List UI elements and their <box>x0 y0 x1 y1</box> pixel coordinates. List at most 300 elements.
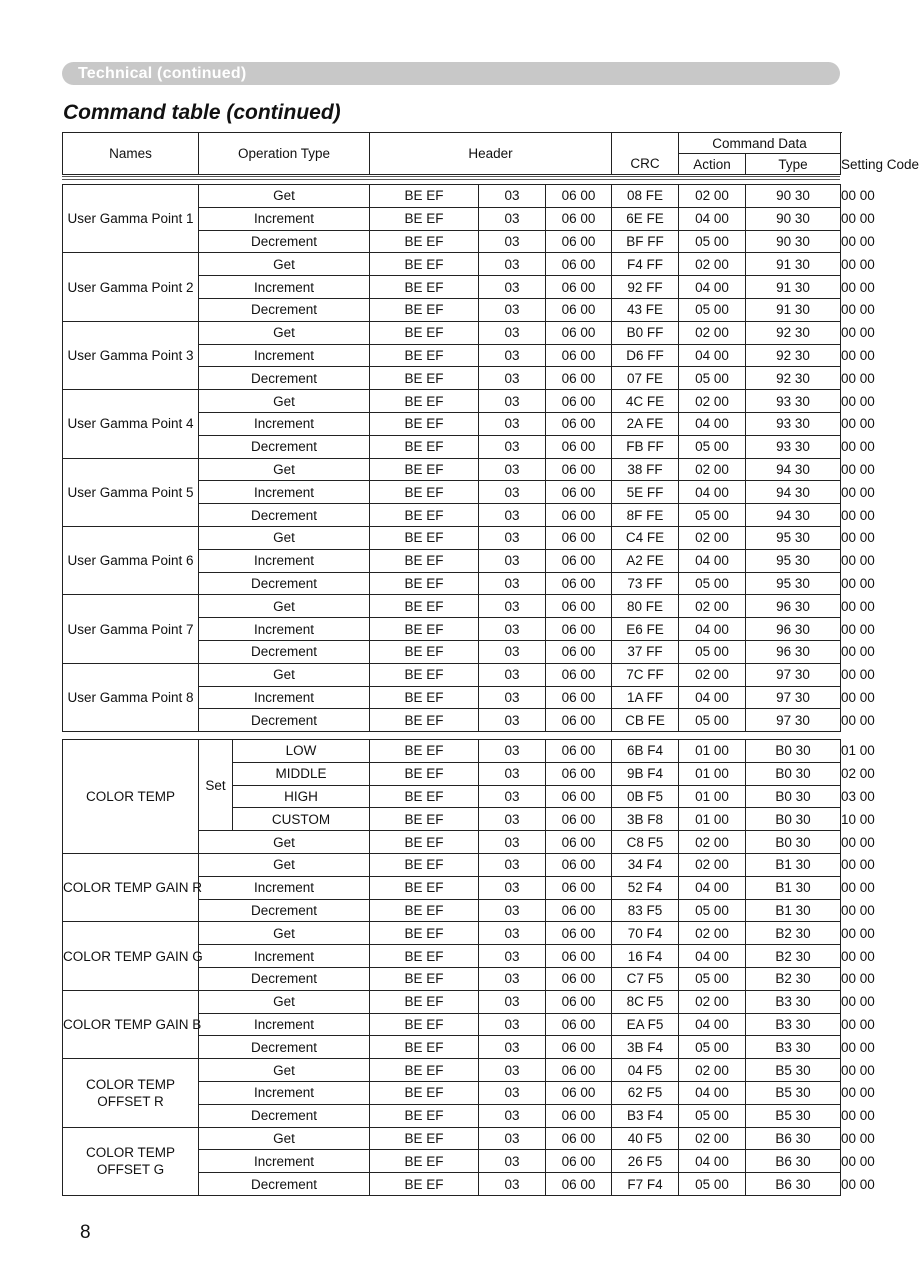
table-row: COLOR TEMP GAIN B Get BE EF 03 06 00 8C F5 02 00 B3 30 00 00 <box>63 990 841 1013</box>
table-row: User Gamma Point 1 Get BE EF 03 06 00 08 FE 02 00 90 30 00 00 <box>63 185 841 208</box>
header-be-ef-cell: BE EF <box>370 412 479 435</box>
header-06-00-cell: 06 00 <box>546 740 612 763</box>
operation-cell: Increment <box>199 412 370 435</box>
header-06-00-cell: 06 00 <box>546 899 612 922</box>
action-cell: 04 00 <box>679 481 746 504</box>
header-06-00-cell: 06 00 <box>546 1173 612 1196</box>
header-03-cell: 03 <box>479 831 546 854</box>
command-name-cell: COLOR TEMP GAIN B <box>63 990 199 1058</box>
crc-cell: 43 FE <box>612 298 679 321</box>
header-06-00-cell: 06 00 <box>546 1104 612 1127</box>
crc-cell: 3B F4 <box>612 1036 679 1059</box>
header-06-00-cell: 06 00 <box>546 504 612 527</box>
action-cell: 01 00 <box>679 740 746 763</box>
header-be-ef-cell: BE EF <box>370 230 479 253</box>
action-cell: 02 00 <box>679 458 746 481</box>
table-row: Decrement BE EF 03 06 00 BF FF 05 00 90 30 00 00 <box>63 230 841 253</box>
operation-cell: Get <box>199 458 370 481</box>
table-row: Decrement BE EF 03 06 00 FB FF 05 00 93 30 00 00 <box>63 435 841 458</box>
header-03-cell: 03 <box>479 253 546 276</box>
crc-cell: 7C FF <box>612 663 679 686</box>
action-cell: 02 00 <box>679 526 746 549</box>
header-be-ef-cell: BE EF <box>370 207 479 230</box>
header-06-00-cell: 06 00 <box>546 1127 612 1150</box>
action-cell: 05 00 <box>679 367 746 390</box>
type-cell: 90 30 <box>746 230 841 253</box>
header-be-ef-cell: BE EF <box>370 618 479 641</box>
action-cell: 02 00 <box>679 922 746 945</box>
operation-cell: Get <box>199 253 370 276</box>
crc-cell: 1A FF <box>612 686 679 709</box>
operation-cell: Get <box>199 922 370 945</box>
type-cell: 96 30 <box>746 595 841 618</box>
header-be-ef-cell: BE EF <box>370 298 479 321</box>
header-be-ef-cell: BE EF <box>370 185 479 208</box>
action-cell: 04 00 <box>679 1081 746 1104</box>
header-03-cell: 03 <box>479 367 546 390</box>
header-06-00-cell: 06 00 <box>546 831 612 854</box>
header-06-00-cell: 06 00 <box>546 785 612 808</box>
crc-cell: 2A FE <box>612 412 679 435</box>
type-cell: B2 30 <box>746 945 841 968</box>
operation-cell: Decrement <box>199 967 370 990</box>
header-06-00-cell: 06 00 <box>546 686 612 709</box>
header-03-cell: 03 <box>479 230 546 253</box>
type-cell: 94 30 <box>746 504 841 527</box>
table-row: CUSTOM BE EF 03 06 00 3B F8 01 00 B0 30 10 00 <box>63 808 841 831</box>
header-03-cell: 03 <box>479 435 546 458</box>
table-row: COLOR TEMP GAIN R Get BE EF 03 06 00 34 F4 02 00 B1 30 00 00 <box>63 853 841 876</box>
command-name-cell: COLOR TEMP GAIN G <box>63 922 199 990</box>
operation-cell: Increment <box>199 876 370 899</box>
header-be-ef-cell: BE EF <box>370 1013 479 1036</box>
action-cell: 02 00 <box>679 663 746 686</box>
header-03-cell: 03 <box>479 185 546 208</box>
operation-cell: Increment <box>199 1081 370 1104</box>
table-row: User Gamma Point 3 Get BE EF 03 06 00 B0 FF 02 00 92 30 00 00 <box>63 321 841 344</box>
type-cell: 93 30 <box>746 435 841 458</box>
header-03-cell: 03 <box>479 298 546 321</box>
crc-cell: 38 FF <box>612 458 679 481</box>
crc-cell: CB FE <box>612 709 679 732</box>
action-cell: 05 00 <box>679 1173 746 1196</box>
table-row: Get BE EF 03 06 00 C8 F5 02 00 B0 30 00 00 <box>63 831 841 854</box>
crc-cell: 16 F4 <box>612 945 679 968</box>
header-03-cell: 03 <box>479 990 546 1013</box>
operation-cell: MIDDLE <box>233 762 370 785</box>
command-name-cell: COLOR TEMP OFFSET R <box>63 1059 199 1127</box>
action-cell: 05 00 <box>679 298 746 321</box>
table-row: HIGH BE EF 03 06 00 0B F5 01 00 B0 30 03 00 <box>63 785 841 808</box>
table-row: Decrement BE EF 03 06 00 CB FE 05 00 97 30 00 00 <box>63 709 841 732</box>
type-cell: 92 30 <box>746 344 841 367</box>
action-cell: 05 00 <box>679 967 746 990</box>
header-06-00-cell: 06 00 <box>546 572 612 595</box>
col-header-action: Action <box>679 154 746 175</box>
crc-cell: 9B F4 <box>612 762 679 785</box>
header-03-cell: 03 <box>479 762 546 785</box>
crc-cell: C8 F5 <box>612 831 679 854</box>
action-cell: 02 00 <box>679 185 746 208</box>
operation-cell: Decrement <box>199 367 370 390</box>
action-cell: 05 00 <box>679 709 746 732</box>
table-row: User Gamma Point 2 Get BE EF 03 06 00 F4 FF 02 00 91 30 00 00 <box>63 253 841 276</box>
type-cell: B3 30 <box>746 1013 841 1036</box>
header-be-ef-cell: BE EF <box>370 1150 479 1173</box>
header-03-cell: 03 <box>479 549 546 572</box>
type-cell: 94 30 <box>746 481 841 504</box>
table-row: Increment BE EF 03 06 00 52 F4 04 00 B1 30 00 00 <box>63 876 841 899</box>
crc-cell: B3 F4 <box>612 1104 679 1127</box>
header-be-ef-cell: BE EF <box>370 853 479 876</box>
header-06-00-cell: 06 00 <box>546 458 612 481</box>
crc-cell: B0 FF <box>612 321 679 344</box>
type-cell: 91 30 <box>746 253 841 276</box>
header-03-cell: 03 <box>479 618 546 641</box>
crc-cell: 04 F5 <box>612 1059 679 1082</box>
type-cell: 91 30 <box>746 276 841 299</box>
type-cell: B0 30 <box>746 831 841 854</box>
crc-cell: 80 FE <box>612 595 679 618</box>
header-06-00-cell: 06 00 <box>546 344 612 367</box>
operation-cell: Get <box>199 853 370 876</box>
crc-cell: F4 FF <box>612 253 679 276</box>
table-row: Increment BE EF 03 06 00 26 F5 04 00 B6 30 00 00 <box>63 1150 841 1173</box>
header-be-ef-cell: BE EF <box>370 572 479 595</box>
header-be-ef-cell: BE EF <box>370 504 479 527</box>
operation-cell: Get <box>199 595 370 618</box>
command-name-cell: COLOR TEMP OFFSET G <box>63 1127 199 1195</box>
operation-cell: Decrement <box>199 640 370 663</box>
table-row: Increment BE EF 03 06 00 62 F5 04 00 B5 30 00 00 <box>63 1081 841 1104</box>
header-06-00-cell: 06 00 <box>546 853 612 876</box>
action-cell: 01 00 <box>679 785 746 808</box>
operation-cell: Increment <box>199 481 370 504</box>
header-03-cell: 03 <box>479 526 546 549</box>
header-03-cell: 03 <box>479 853 546 876</box>
header-06-00-cell: 06 00 <box>546 922 612 945</box>
table-row: Decrement BE EF 03 06 00 3B F4 05 00 B3 30 00 00 <box>63 1036 841 1059</box>
header-03-cell: 03 <box>479 785 546 808</box>
operation-cell: Decrement <box>199 298 370 321</box>
operation-cell: Get <box>199 526 370 549</box>
table-row: Increment BE EF 03 06 00 D6 FF 04 00 92 30 00 00 <box>63 344 841 367</box>
type-cell: B3 30 <box>746 1036 841 1059</box>
action-cell: 02 00 <box>679 990 746 1013</box>
action-cell: 02 00 <box>679 1059 746 1082</box>
table-row: User Gamma Point 6 Get BE EF 03 06 00 C4 FE 02 00 95 30 00 00 <box>63 526 841 549</box>
header-03-cell: 03 <box>479 945 546 968</box>
crc-cell: 83 F5 <box>612 899 679 922</box>
color-temp-table <box>62 739 875 1196</box>
header-06-00-cell: 06 00 <box>546 1013 612 1036</box>
header-06-00-cell: 06 00 <box>546 298 612 321</box>
operation-cell: LOW <box>233 740 370 763</box>
operation-cell: Get <box>199 390 370 413</box>
table-row: Increment BE EF 03 06 00 2A FE 04 00 93 30 00 00 <box>63 412 841 435</box>
table-row: Decrement BE EF 03 06 00 B3 F4 05 00 B5 30 00 00 <box>63 1104 841 1127</box>
header-divider-line <box>62 179 840 180</box>
type-cell: 90 30 <box>746 207 841 230</box>
action-cell: 02 00 <box>679 595 746 618</box>
table-row: Increment BE EF 03 06 00 6E FE 04 00 90 30 00 00 <box>63 207 841 230</box>
header-06-00-cell: 06 00 <box>546 276 612 299</box>
header-06-00-cell: 06 00 <box>546 595 612 618</box>
col-header-type: Type <box>746 154 841 175</box>
type-cell: B5 30 <box>746 1059 841 1082</box>
type-cell: B0 30 <box>746 785 841 808</box>
table-row: Increment BE EF 03 06 00 5E FF 04 00 94 30 00 00 <box>63 481 841 504</box>
operation-cell: Decrement <box>199 572 370 595</box>
crc-cell: 62 F5 <box>612 1081 679 1104</box>
operation-cell: Decrement <box>199 230 370 253</box>
crc-cell: 52 F4 <box>612 876 679 899</box>
action-cell: 05 00 <box>679 899 746 922</box>
table-row: User Gamma Point 8 Get BE EF 03 06 00 7C FF 02 00 97 30 00 00 <box>63 663 841 686</box>
type-cell: 97 30 <box>746 663 841 686</box>
type-cell: 94 30 <box>746 458 841 481</box>
table-row: Decrement BE EF 03 06 00 83 F5 05 00 B1 30 00 00 <box>63 899 841 922</box>
header-06-00-cell: 06 00 <box>546 663 612 686</box>
crc-cell: 0B F5 <box>612 785 679 808</box>
header-03-cell: 03 <box>479 458 546 481</box>
command-name-cell: User Gamma Point 8 <box>63 663 199 731</box>
type-cell: 90 30 <box>746 185 841 208</box>
action-cell: 04 00 <box>679 1150 746 1173</box>
crc-cell: 34 F4 <box>612 853 679 876</box>
header-be-ef-cell: BE EF <box>370 762 479 785</box>
header-be-ef-cell: BE EF <box>370 686 479 709</box>
type-cell: B0 30 <box>746 762 841 785</box>
header-03-cell: 03 <box>479 1013 546 1036</box>
action-cell: 02 00 <box>679 853 746 876</box>
type-cell: B6 30 <box>746 1173 841 1196</box>
header-06-00-cell: 06 00 <box>546 1150 612 1173</box>
table-row: Decrement BE EF 03 06 00 C7 F5 05 00 B2 30 00 00 <box>63 967 841 990</box>
header-06-00-cell: 06 00 <box>546 1081 612 1104</box>
action-cell: 04 00 <box>679 344 746 367</box>
action-cell: 01 00 <box>679 808 746 831</box>
type-cell: 93 30 <box>746 390 841 413</box>
col-header-header-spacer <box>612 133 679 154</box>
col-header-crc: CRC <box>612 154 679 175</box>
header-divider-line <box>62 176 840 177</box>
action-cell: 04 00 <box>679 876 746 899</box>
header-06-00-cell: 06 00 <box>546 390 612 413</box>
header-03-cell: 03 <box>479 967 546 990</box>
crc-cell: E6 FE <box>612 618 679 641</box>
header-03-cell: 03 <box>479 276 546 299</box>
header-06-00-cell: 06 00 <box>546 709 612 732</box>
operation-cell: HIGH <box>233 785 370 808</box>
table-row: Decrement BE EF 03 06 00 8F FE 05 00 94 30 00 00 <box>63 504 841 527</box>
crc-cell: 5E FF <box>612 481 679 504</box>
header-be-ef-cell: BE EF <box>370 1127 479 1150</box>
command-name-cell: COLOR TEMP <box>63 740 199 854</box>
table-row: Decrement BE EF 03 06 00 73 FF 05 00 95 30 00 00 <box>63 572 841 595</box>
table-row: Increment BE EF 03 06 00 E6 FE 04 00 96 30 00 00 <box>63 618 841 641</box>
operation-cell: Get <box>199 1127 370 1150</box>
command-name-cell: User Gamma Point 1 <box>63 185 199 253</box>
type-cell: B2 30 <box>746 922 841 945</box>
header-03-cell: 03 <box>479 709 546 732</box>
action-cell: 04 00 <box>679 412 746 435</box>
operation-cell: Increment <box>199 344 370 367</box>
page-title: Command table (continued) <box>63 101 341 124</box>
header-03-cell: 03 <box>479 504 546 527</box>
header-06-00-cell: 06 00 <box>546 367 612 390</box>
crc-cell: EA F5 <box>612 1013 679 1036</box>
table-row: User Gamma Point 4 Get BE EF 03 06 00 4C FE 02 00 93 30 00 00 <box>63 390 841 413</box>
type-cell: B2 30 <box>746 967 841 990</box>
type-cell: B0 30 <box>746 740 841 763</box>
operation-cell: Increment <box>199 1150 370 1173</box>
crc-cell: 08 FE <box>612 185 679 208</box>
type-cell: 95 30 <box>746 572 841 595</box>
header-03-cell: 03 <box>479 740 546 763</box>
header-03-cell: 03 <box>479 663 546 686</box>
header-06-00-cell: 06 00 <box>546 1036 612 1059</box>
header-06-00-cell: 06 00 <box>546 412 612 435</box>
header-be-ef-cell: BE EF <box>370 481 479 504</box>
crc-cell: 4C FE <box>612 390 679 413</box>
page-number: 8 <box>80 1222 91 1243</box>
action-cell: 05 00 <box>679 435 746 458</box>
header-06-00-cell: 06 00 <box>546 185 612 208</box>
action-cell: 02 00 <box>679 253 746 276</box>
header-06-00-cell: 06 00 <box>546 808 612 831</box>
table-row: COLOR TEMP OFFSET R Get BE EF 03 06 00 04 F5 02 00 B5 30 00 00 <box>63 1059 841 1082</box>
header-03-cell: 03 <box>479 1059 546 1082</box>
command-name-cell: User Gamma Point 5 <box>63 458 199 526</box>
type-cell: 96 30 <box>746 618 841 641</box>
type-cell: B5 30 <box>746 1104 841 1127</box>
command-name-cell: User Gamma Point 6 <box>63 526 199 594</box>
header-03-cell: 03 <box>479 595 546 618</box>
operation-cell: Decrement <box>199 709 370 732</box>
header-be-ef-cell: BE EF <box>370 640 479 663</box>
header-03-cell: 03 <box>479 686 546 709</box>
type-cell: B3 30 <box>746 990 841 1013</box>
action-cell: 02 00 <box>679 390 746 413</box>
crc-cell: 70 F4 <box>612 922 679 945</box>
header-06-00-cell: 06 00 <box>546 481 612 504</box>
header-be-ef-cell: BE EF <box>370 321 479 344</box>
header-03-cell: 03 <box>479 899 546 922</box>
table-row: Increment BE EF 03 06 00 16 F4 04 00 B2 30 00 00 <box>63 945 841 968</box>
command-name-cell: User Gamma Point 4 <box>63 390 199 458</box>
operation-cell: Increment <box>199 686 370 709</box>
operation-cell: CUSTOM <box>233 808 370 831</box>
header-03-cell: 03 <box>479 481 546 504</box>
crc-cell: 37 FF <box>612 640 679 663</box>
header-be-ef-cell: BE EF <box>370 1173 479 1196</box>
section-header-text: Technical (continued) <box>78 65 247 82</box>
header-be-ef-cell: BE EF <box>370 1081 479 1104</box>
crc-cell: C4 FE <box>612 526 679 549</box>
section-header-bar <box>62 62 840 85</box>
type-cell: B6 30 <box>746 1150 841 1173</box>
type-cell: B1 30 <box>746 876 841 899</box>
header-be-ef-cell: BE EF <box>370 549 479 572</box>
header-be-ef-cell: BE EF <box>370 276 479 299</box>
crc-cell: 73 FF <box>612 572 679 595</box>
crc-cell: 26 F5 <box>612 1150 679 1173</box>
header-03-cell: 03 <box>479 344 546 367</box>
action-cell: 05 00 <box>679 230 746 253</box>
type-cell: 95 30 <box>746 549 841 572</box>
header-be-ef-cell: BE EF <box>370 1104 479 1127</box>
command-name-cell: COLOR TEMP GAIN R <box>63 853 199 921</box>
command-name-cell: User Gamma Point 3 <box>63 321 199 389</box>
header-06-00-cell: 06 00 <box>546 876 612 899</box>
action-cell: 04 00 <box>679 686 746 709</box>
header-be-ef-cell: BE EF <box>370 899 479 922</box>
header-06-00-cell: 06 00 <box>546 762 612 785</box>
crc-cell: 3B F8 <box>612 808 679 831</box>
header-06-00-cell: 06 00 <box>546 230 612 253</box>
header-06-00-cell: 06 00 <box>546 549 612 572</box>
action-cell: 04 00 <box>679 207 746 230</box>
header-06-00-cell: 06 00 <box>546 967 612 990</box>
crc-cell: 40 F5 <box>612 1127 679 1150</box>
header-06-00-cell: 06 00 <box>546 640 612 663</box>
operation-cell: Decrement <box>199 435 370 458</box>
operation-cell: Increment <box>199 207 370 230</box>
type-cell: B6 30 <box>746 1127 841 1150</box>
operation-cell: Decrement <box>199 1173 370 1196</box>
crc-cell: F7 F4 <box>612 1173 679 1196</box>
header-be-ef-cell: BE EF <box>370 526 479 549</box>
header-be-ef-cell: BE EF <box>370 458 479 481</box>
header-03-cell: 03 <box>479 1150 546 1173</box>
operation-cell: Decrement <box>199 1036 370 1059</box>
action-cell: 04 00 <box>679 549 746 572</box>
header-06-00-cell: 06 00 <box>546 618 612 641</box>
type-cell: 91 30 <box>746 298 841 321</box>
crc-cell: D6 FF <box>612 344 679 367</box>
type-cell: 95 30 <box>746 526 841 549</box>
action-cell: 05 00 <box>679 1104 746 1127</box>
header-06-00-cell: 06 00 <box>546 253 612 276</box>
header-03-cell: 03 <box>479 207 546 230</box>
col-header-command-data: Command Data <box>679 133 841 154</box>
user-gamma-table <box>62 184 875 732</box>
header-06-00-cell: 06 00 <box>546 207 612 230</box>
type-cell: B1 30 <box>746 853 841 876</box>
action-cell: 02 00 <box>679 321 746 344</box>
table-row: Increment BE EF 03 06 00 1A FF 04 00 97 30 00 00 <box>63 686 841 709</box>
header-be-ef-cell: BE EF <box>370 831 479 854</box>
command-name-cell: User Gamma Point 7 <box>63 595 199 663</box>
type-cell: 92 30 <box>746 321 841 344</box>
header-03-cell: 03 <box>479 876 546 899</box>
header-03-cell: 03 <box>479 808 546 831</box>
col-header-names: Names <box>63 133 199 175</box>
crc-cell: BF FF <box>612 230 679 253</box>
operation-cell: Get <box>199 990 370 1013</box>
header-be-ef-cell: BE EF <box>370 344 479 367</box>
table-row: Decrement BE EF 03 06 00 37 FF 05 00 96 30 00 00 <box>63 640 841 663</box>
table-row: User Gamma Point 5 Get BE EF 03 06 00 38 FF 02 00 94 30 00 00 <box>63 458 841 481</box>
header-be-ef-cell: BE EF <box>370 740 479 763</box>
header-06-00-cell: 06 00 <box>546 321 612 344</box>
action-cell: 04 00 <box>679 945 746 968</box>
table-row: Decrement BE EF 03 06 00 43 FE 05 00 91 30 00 00 <box>63 298 841 321</box>
header-be-ef-cell: BE EF <box>370 1059 479 1082</box>
table-row: User Gamma Point 7 Get BE EF 03 06 00 80 FE 02 00 96 30 00 00 <box>63 595 841 618</box>
type-cell: 93 30 <box>746 412 841 435</box>
